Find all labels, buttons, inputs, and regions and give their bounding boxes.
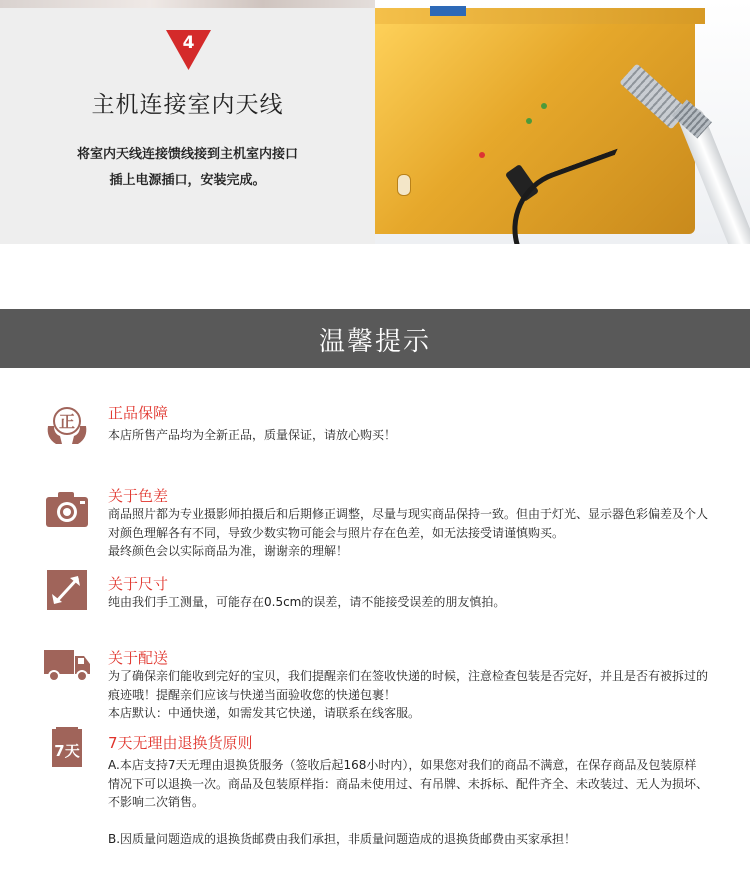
notice-line: 情况下可以退换一次。商品及包装原样指：商品未使用过、有吊牌、未拆标、配件齐全、未改装过、无人为损坏、 [108,776,709,791]
tips-header-title: 温馨提示 [318,327,431,357]
notice-line: 本店所售产品均为全新正品，质量保证，请放心购买！ [108,428,397,442]
notice-title-delivery: 关于配送 [108,649,169,667]
product-photo [375,0,750,244]
install-step-4 [0,0,750,244]
resize-arrow-icon [44,568,90,612]
mounting-hole [397,174,411,196]
notice-line: 本店默认：中通快递，如需发其它快递，请联系在线客服。 [108,706,421,720]
status-led [526,118,532,124]
svg-text:正: 正 [58,412,76,431]
notice-line: 对颜色理解各有不同，导致少数实物可能会与照片存在色差，如无法接受请谨慎购买。 [108,525,565,540]
step-description-line: 插上电源插口，安装完成。 [109,173,266,188]
notice-title-genuine: 正品保障 [108,404,169,422]
device-top-edge [375,8,705,24]
notice-body-size [108,593,733,612]
notice-title-size: 关于尺寸 [108,575,169,593]
step-text-panel [0,0,375,244]
genuine-guarantee-icon [44,404,90,448]
notice-body-delivery [108,667,733,723]
notice-line: 不影响二次销售。 [108,795,205,809]
status-led [541,103,547,109]
notice-line: B.因质量问题造成的退换货邮费由我们承担，非质量问题造成的退换货邮费由买家承担！ [108,832,577,846]
notice-body-color [108,505,733,561]
notice-body-genuine [108,426,733,445]
step-description-line: 将室内天线连接馈线接到主机室内接口 [76,147,298,162]
power-led [479,152,485,158]
notice-title-return: 7天无理由退换货原则 [108,734,253,752]
notice-title-color: 关于色差 [108,487,169,505]
notice-line: 最终颜色会以实际商品为准，谢谢亲的理解！ [108,544,349,558]
notice-line: 为了确保亲们能收到完好的宝贝，我们提醒亲们在签收快递的时候，注意检查包装是否完好，并且是否有被拆过的 [108,669,709,683]
notice-line: 纯由我们手工测量，可能存在0.5cm的误差，请不能接受误差的朋友慎拍。 [108,595,506,609]
tips-header-bar [0,309,750,368]
notice-line: 商品照片都为专业摄影师拍摄后和后期修正调整，尽量与现实商品保持一致。但由于灯光、显示器色彩偏差及个人 [108,507,709,521]
step-title: 主机连接室内天线 [91,92,284,118]
previous-image-edge [0,0,375,8]
seven-day-calendar-icon [44,725,90,769]
svg-text:7天: 7天 [54,742,80,760]
notice-line: 痕迹哦！提醒亲们应该与快递当面验收您的快递包裹！ [108,687,397,702]
notice-body-return [108,756,733,849]
camera-icon [44,487,90,531]
device-logo-patch [430,6,466,16]
step-number: 4 [182,33,195,53]
notice-line: A.本店支持7天无理由退换货服务（签收后起168小时内），如果您对我们的商品不满意，在保存商品及包装原样 [108,758,697,772]
notice-spacer [108,812,733,831]
delivery-truck-icon [42,642,92,686]
step-description [0,142,375,194]
